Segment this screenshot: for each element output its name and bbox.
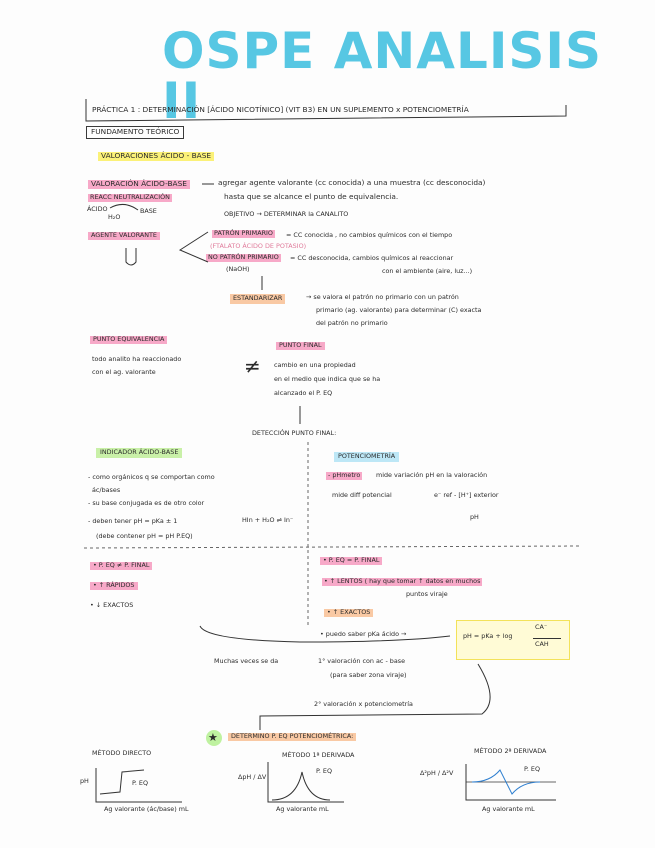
paso-1b: (para saber zona viraje) (330, 671, 407, 679)
muchas-veces: Muchas veces se da (214, 657, 279, 665)
patron-primario-text: = CC conocida , no cambios químicos con el tiempo (286, 231, 453, 239)
punto-final-label: PUNTO FINAL (276, 342, 325, 350)
formula-denominator: CAH (535, 640, 549, 648)
valoracion-label: VALORACIÓN ÁCIDO-BASE (88, 180, 190, 189)
metodo-1-derivada: MÉTODO 1ª DERIVADA (282, 751, 355, 759)
graph1-ylabel: pH (80, 777, 89, 785)
estandarizar-text-3: del patrón no primario (316, 319, 388, 327)
potenciometria-2: mide diff potencial (332, 491, 392, 499)
graph2-curve (272, 772, 330, 800)
indicador-3: - deben tener pH = pKa ± 1 (88, 517, 178, 525)
u-symbol (126, 248, 136, 265)
practica-box-line (86, 99, 566, 121)
star-icon: ★ (208, 731, 218, 744)
h2o-label: H₂O (108, 213, 121, 221)
naoh-label: (NaOH) (226, 265, 250, 273)
graph2-peq: P. EQ (316, 767, 332, 775)
graph1-xlabel: Ag valorante (ác/base) mL (104, 805, 189, 813)
fundamento-heading: FUNDAMENTO TEÓRICO (86, 126, 184, 139)
equilibrio-indicador: HIn + H₂O ⇌ In⁻ (242, 516, 294, 524)
agente-valorante-label: AGENTE VALORANTE (88, 232, 160, 240)
punto-final-text-3: alcanzado el P. EQ (274, 389, 333, 397)
arrow-neutralizacion (110, 204, 138, 210)
pot-lentos-b: puntos viraje (406, 590, 448, 598)
valoracion-text-2: hasta que se alcance el punto de equivalencia. (224, 192, 399, 201)
paso-1: 1° valoración con ac - base (318, 657, 406, 665)
pot-peq: • P. EQ = P. FINAL (320, 557, 382, 565)
paso-2: 2° valoración x potenciometría (314, 700, 413, 708)
pot-pka: • puedo saber pKa ácido → (320, 630, 407, 638)
page-title: OSPE ANALISIS II (162, 22, 603, 130)
deteccion-heading: DETECCIÓN PUNTO FINAL: (252, 429, 337, 437)
acido-label: ÁCIDO (87, 205, 108, 213)
base-label: BASE (140, 207, 157, 215)
indicador-rapidos: • ↑ RÁPIDOS (90, 582, 138, 590)
objetivo: OBJETIVO → DETERMINAR la CANALITO (224, 210, 349, 218)
graph2-ylabel: ΔpH / ΔV (238, 773, 267, 781)
graph2-axes (268, 762, 344, 802)
no-patron-text-2: con el ambiente (aire, luz...) (382, 267, 473, 275)
not-equal-symbol: ≠ (244, 354, 261, 378)
valoracion-text-1: agregar agente valorante (cc conocida) a una muestra (cc desconocida) (218, 178, 486, 187)
bottom-brace (200, 626, 450, 642)
patron-primario-ejemplo: (FTALATO ÁCIDO DE POTASIO) (210, 242, 307, 250)
pot-exactos: • ↑ EXACTOS (324, 609, 373, 617)
formula-numerator: CA⁻ (535, 623, 548, 631)
estandarizar-text-2: primario (ag. valorante) para determinar (C) exacta (316, 306, 482, 314)
indicador-peq: • P. EQ ≠ P. FINAL (90, 562, 152, 570)
no-patron-label: NO PATRÓN PRIMARIO (208, 253, 279, 261)
indicador-label: INDICADOR ÁCIDO-BASE (96, 448, 182, 458)
valoraciones-heading: VALORACIONES ÁCIDO - BASE (98, 152, 214, 161)
indicador-1: - como orgánicos q se comportan como (88, 473, 215, 481)
practica-heading: PRÁCTICA 1 : DETERMINACIÓN [ÁCIDO NICOTÍNICO] (VIT B3) EN UN SUPLEMENTO x POTENCIOMETRÍA (92, 105, 469, 114)
formula-text: pH = pKa + log (463, 632, 513, 640)
punto-final-text-1: cambio en una propiedad (274, 361, 356, 369)
potenciometria-2c: pH (470, 513, 479, 521)
metodo-2-derivada: MÉTODO 2ª DERIVADA (474, 747, 547, 755)
graph1-axes (96, 768, 182, 802)
pot-lentos: • ↑ LENTOS ( hay que tomar ↑ datos en muchos (324, 577, 481, 585)
graph3-xlabel: Ag valorante mL (482, 805, 535, 813)
graph1-peq: P. EQ (132, 779, 148, 787)
graph1-curve (100, 770, 144, 794)
punto-equivalencia-text-1: todo analito ha reaccionado (92, 355, 182, 363)
potenciometria-2b: e⁻ ref - [H⁺] exterior (434, 491, 499, 499)
indicador-1b: ác/bases (92, 486, 121, 494)
metodo-directo: MÉTODO DIRECTO (92, 749, 152, 757)
graph2-xlabel: Ag valorante mL (276, 805, 329, 813)
graph3-ylabel: Δ²pH / Δ²V (420, 769, 454, 777)
determino-heading: DETERMINO P. EQ POTENCIOMÉTRICA: (228, 733, 356, 741)
potenciometria-1b: mide variación pH en la valoración (376, 471, 488, 479)
punto-final-text-2: en el medio que indica que se ha (274, 375, 381, 383)
indicador-exactos: • ↓ EXACTOS (90, 601, 134, 609)
indicador-3b: (debe contener pH = pH P.EQ) (96, 532, 193, 540)
no-patron-text-1: = CC desconocida, cambios químicos al reaccionar (290, 254, 454, 262)
punto-equivalencia-label: PUNTO EQUIVALENCIA (90, 336, 167, 344)
punto-equivalencia-text-2: con el ag. valorante (92, 368, 156, 376)
potenciometria-label: POTENCIOMETRÍA (334, 452, 399, 462)
graph3-peq: P. EQ (524, 765, 540, 773)
row-divider (84, 546, 580, 548)
brace-agente (180, 232, 208, 262)
patron-primario-label: PATRÓN PRIMARIO (214, 229, 273, 237)
arrow-determino (260, 664, 490, 730)
estandarizar-label: ESTANDARIZAR (230, 294, 285, 304)
indicador-2: - su base conjugada es de otro color (88, 499, 205, 507)
potenciometria-1a: - pHmetro (328, 471, 361, 479)
estandarizar-text-1: → se valora el patrón no primario con un patrón (306, 293, 459, 301)
reac-neutralizacion: REACC NEUTRALIZACIÓN (90, 193, 170, 201)
